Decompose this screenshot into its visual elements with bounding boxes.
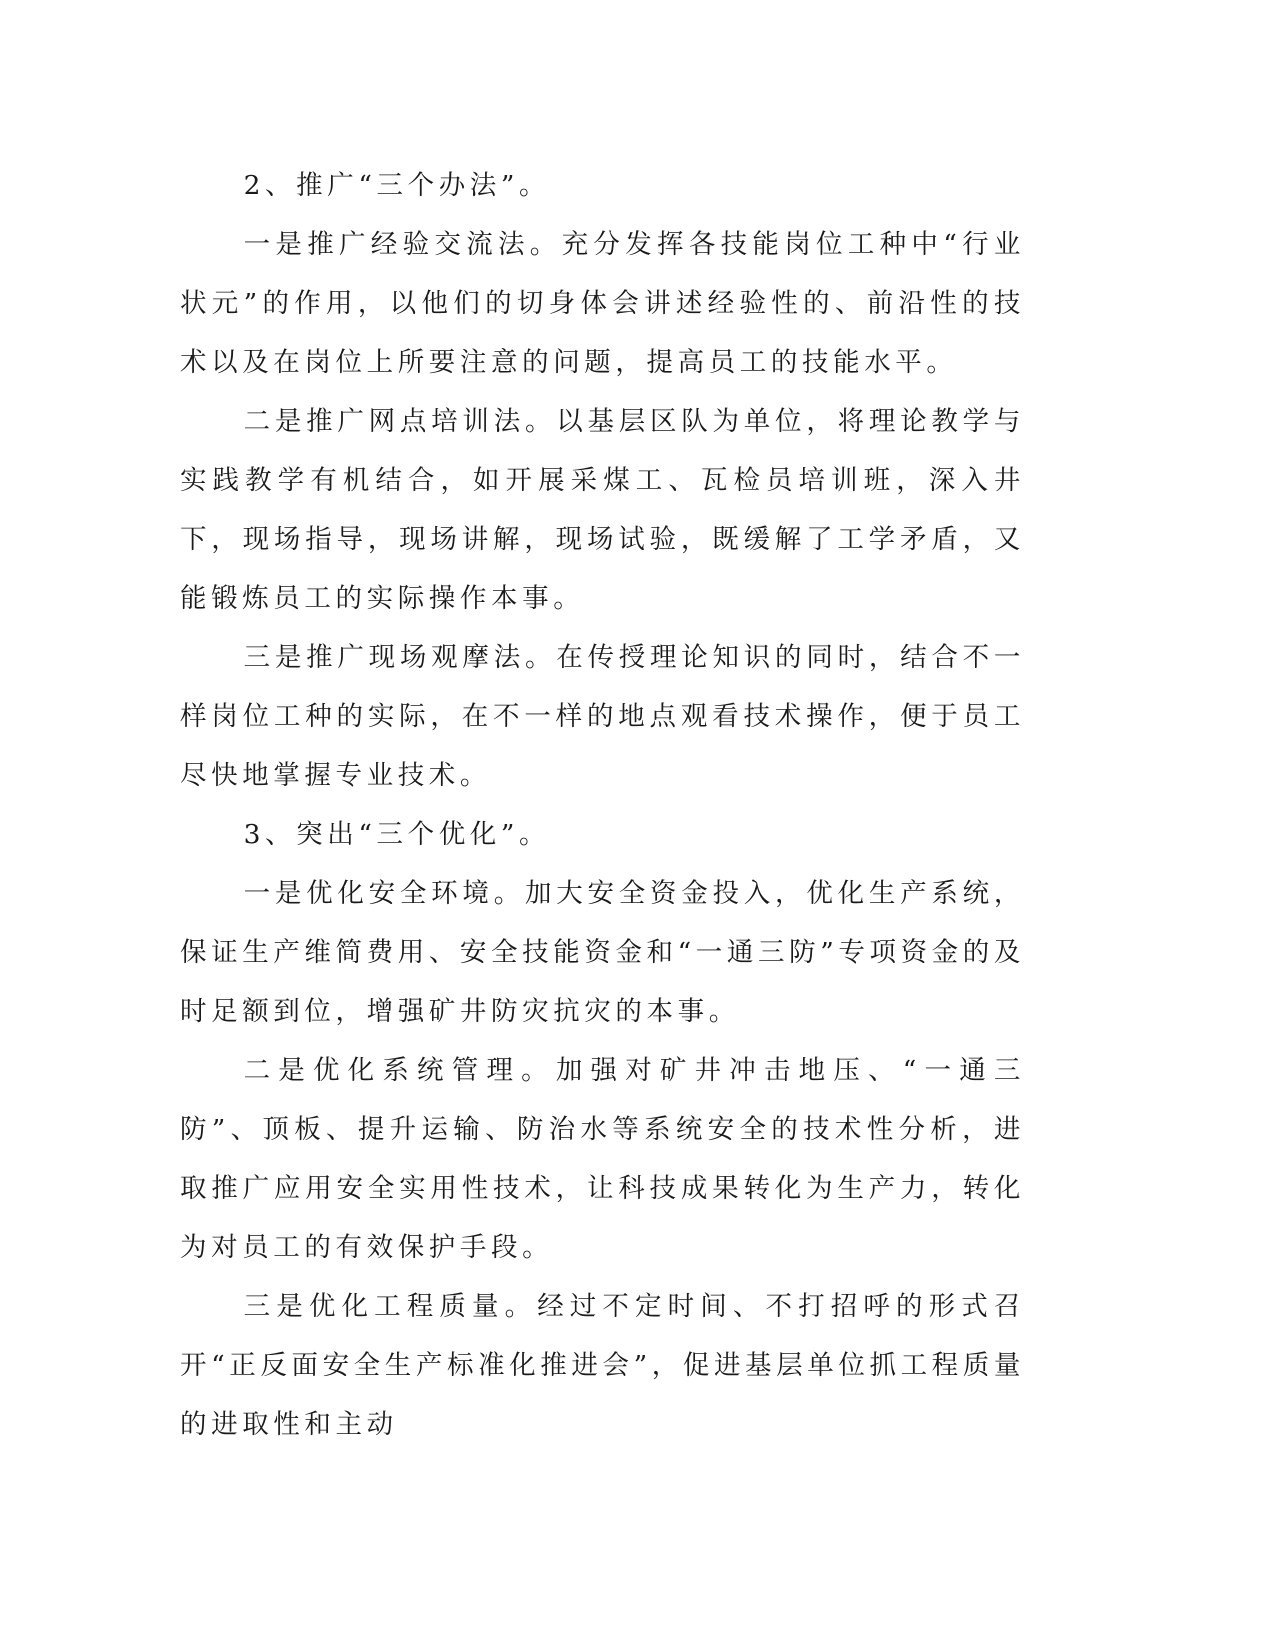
paragraph: 二是优化系统管理。加强对矿井冲击地压、“一通三防”、顶板、提升运输、防治水等系统安全的技术性分析，进取推广应用安全实用性技术，让科技成果转化为生产力，转化为对员工的有效保护手段。 — [180, 1055, 1025, 1263]
paragraph: 二是推广网点培训法。以基层区队为单位，将理论教学与实践教学有机结合，如开展采煤工、瓦检员培训班，深入井下，现场指导，现场讲解，现场试验，既缓解了工学矛盾，又能锻炼员工的实际操作本事。 — [180, 406, 1025, 614]
section-heading-2: 2、推广“三个办法”。 — [243, 170, 551, 201]
section-heading-3: 3、突出“三个优化”。 — [243, 819, 551, 850]
document-body — [180, 156, 1025, 1454]
paragraph: 一是推广经验交流法。充分发挥各技能岗位工种中“行业状元”的作用，以他们的切身体会讲述经验性的、前沿性的技术以及在岗位上所要注意的问题，提高员工的技能水平。 — [180, 229, 1025, 378]
paragraph: 一是优化安全环境。加大安全资金投入，优化生产系统，保证生产维简费用、安全技能资金和“一通三防”专项资金的及时足额到位，增强矿井防灾抗灾的本事。 — [180, 878, 1025, 1027]
paragraph: 三是优化工程质量。经过不定时间、不打招呼的形式召开“正反面安全生产标准化推进会”，促进基层单位抓工程质量的进取性和主动 — [180, 1291, 1025, 1440]
paragraph: 三是推广现场观摩法。在传授理论知识的同时，结合不一样岗位工种的实际，在不一样的地点观看技术操作，便于员工尽快地掌握专业技术。 — [180, 642, 1025, 791]
